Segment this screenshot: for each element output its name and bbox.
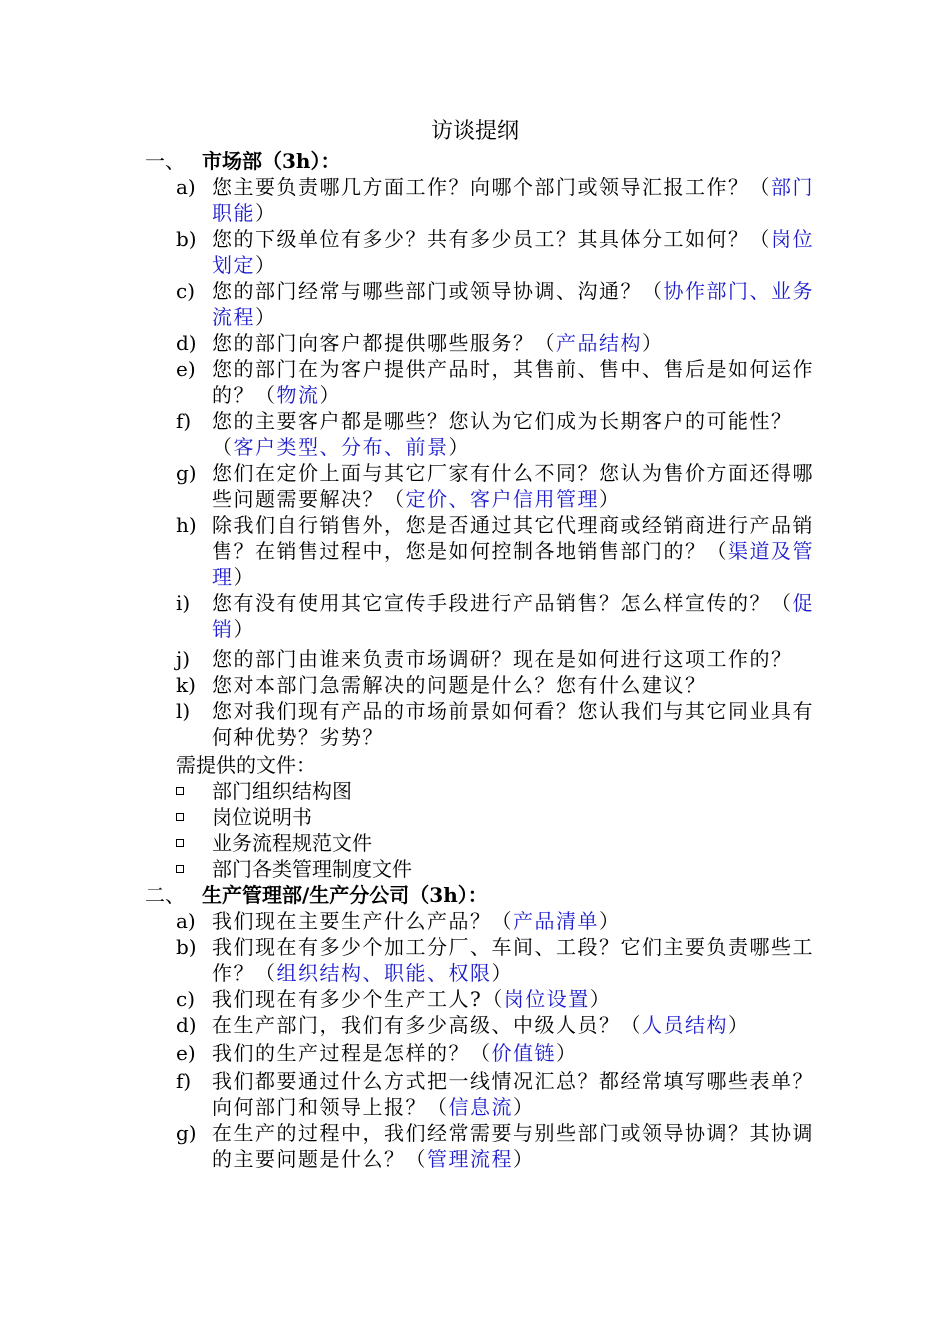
document-title: 访谈提纲 <box>430 119 519 144</box>
paren-open: （ <box>491 909 513 933</box>
paren-close: ） <box>319 383 341 407</box>
topic-tag: 岗位设置 <box>503 987 590 1011</box>
question-item <box>176 1068 826 1120</box>
question-text: 在生产的过程中，我们经常需要与别些部门或领导协调？其协调的主要问题是什么？ <box>212 1121 814 1171</box>
paren-close: ） <box>589 987 612 1011</box>
question-item <box>176 1012 826 1038</box>
item-label: h) <box>176 513 197 537</box>
topic-tag: 岗位划定 <box>212 227 814 277</box>
bullet-square-icon <box>176 839 184 847</box>
doc-list-item <box>176 778 352 804</box>
topic-tag: 产品清单 <box>513 909 599 933</box>
paren-close: ） <box>233 617 255 641</box>
topic-tag: 协作部门、业务流程 <box>212 279 814 329</box>
question-text: 您对我们现有产品的市场前景如何看？您认我们与其它同业具有何种优势？劣势？ <box>212 699 814 749</box>
question-item <box>176 356 826 408</box>
paren-close: ） <box>491 961 513 985</box>
question-item <box>176 174 826 226</box>
docs-required-label: 需提供的文件： <box>176 753 316 777</box>
question-item <box>176 512 826 590</box>
paren-close: ） <box>233 565 255 589</box>
question-item <box>176 226 826 278</box>
doc-list-item <box>176 830 372 856</box>
item-label: i) <box>176 591 191 615</box>
item-label: f) <box>176 409 192 433</box>
item-label: e) <box>176 357 196 381</box>
question-text: 您的部门由谁来负责市场调研？现在是如何进行这项工作的？ <box>212 647 793 671</box>
section-title: 市场部（3h）： <box>202 149 341 173</box>
bullet-square-icon <box>176 865 184 873</box>
question-text: 您主要负责哪几方面工作？向哪个部门或领导汇报工作？ <box>212 175 750 199</box>
section-2-heading <box>145 882 488 908</box>
item-label: b) <box>176 935 197 959</box>
doc-name: 部门组织结构图 <box>212 779 352 803</box>
question-text: 您的主要客户都是哪些？您认为它们成为长期客户的可能性？ <box>212 409 793 433</box>
question-text: 您的部门经常与哪些部门或领导协调、沟通？ <box>212 279 642 303</box>
doc-list-item <box>176 856 412 882</box>
question-text: 我们现在有多少个加工分厂、车间、工段？它们主要负责哪些工作？ <box>212 935 814 985</box>
paren-close: ） <box>556 1041 578 1065</box>
item-label: a) <box>176 909 196 933</box>
section-1-heading <box>145 148 340 174</box>
question-text: 您的部门在为客户提供产品时，其售前、售中、售后是如何运作的？ <box>212 357 814 407</box>
paren-close: ） <box>728 1013 750 1037</box>
paren-open: （ <box>620 1013 642 1037</box>
topic-tag: 客户类型、分布、前景 <box>233 435 449 459</box>
paren-close: ） <box>642 331 664 355</box>
doc-name: 业务流程规范文件 <box>212 831 372 855</box>
topic-tag: 价值链 <box>491 1041 556 1065</box>
question-item <box>176 460 826 512</box>
question-text: 您有没有使用其它宣传手段进行产品销售？怎么样宣传的？ <box>212 591 771 615</box>
question-item <box>176 908 826 934</box>
question-text: 我们的生产过程是怎样的？ <box>212 1041 470 1065</box>
paren-close: ） <box>513 1095 535 1119</box>
topic-tag: 定价、客户信用管理 <box>405 487 599 511</box>
topic-tag: 管理流程 <box>427 1147 513 1171</box>
item-label: d) <box>176 331 197 355</box>
paren-close: ） <box>255 201 277 225</box>
question-text: 您的部门向客户都提供哪些服务？ <box>212 331 535 355</box>
topic-tag: 促销 <box>212 591 814 641</box>
paren-open: （ <box>405 1147 427 1171</box>
paren-close: ） <box>599 909 621 933</box>
question-item <box>176 986 826 1012</box>
paren-open: （ <box>534 331 556 355</box>
paren-open: （ <box>482 987 504 1011</box>
paren-open: （ <box>771 591 793 615</box>
section-number: 二、 <box>145 883 185 907</box>
topic-tag: 物流 <box>276 383 320 407</box>
topic-tag: 人员结构 <box>642 1013 728 1037</box>
question-item <box>176 278 826 330</box>
item-label: k) <box>176 673 196 697</box>
question-item <box>176 1120 826 1172</box>
item-label: f) <box>176 1069 192 1093</box>
item-label: j) <box>176 647 191 671</box>
item-label: c) <box>176 279 196 303</box>
question-item <box>176 934 826 986</box>
paren-close: ） <box>513 1147 535 1171</box>
topic-tag: 产品结构 <box>556 331 642 355</box>
paren-open: （ <box>255 383 277 407</box>
doc-list-item <box>176 804 312 830</box>
item-label: c) <box>176 987 196 1011</box>
section-number: 一、 <box>145 149 185 173</box>
topic-tag: 组织结构、职能、权限 <box>276 961 492 985</box>
question-item <box>176 646 826 672</box>
paren-open: （ <box>384 487 406 511</box>
question-text: 我们现在有多少个生产工人? <box>212 987 483 1011</box>
topic-tag: 信息流 <box>448 1095 513 1119</box>
paren-open: （ <box>749 175 771 199</box>
item-label: g) <box>176 461 197 485</box>
paren-open: （ <box>427 1095 449 1119</box>
question-item <box>176 698 826 750</box>
paren-open: （ <box>255 961 277 985</box>
item-label: d) <box>176 1013 197 1037</box>
paren-close: ） <box>255 305 277 329</box>
question-text: 在生产部门，我们有多少高级、中级人员？ <box>212 1013 621 1037</box>
doc-name: 部门各类管理制度文件 <box>212 857 412 881</box>
item-label: e) <box>176 1041 196 1065</box>
item-label: l) <box>176 699 191 723</box>
topic-tag: 部门职能 <box>212 175 814 225</box>
question-text: 我们现在主要生产什么产品？ <box>212 909 492 933</box>
paren-close: ） <box>599 487 621 511</box>
question-item <box>176 408 826 460</box>
question-text: 除我们自行销售外，您是否通过其它代理商或经销商进行产品销售？在销售过程中，您是如何控制各地销售部门的？ <box>212 513 814 563</box>
paren-open: （ <box>749 227 771 251</box>
paren-close: ） <box>255 253 277 277</box>
question-item <box>176 1040 826 1066</box>
item-label: a) <box>176 175 196 199</box>
bullet-square-icon <box>176 813 184 821</box>
item-label: b) <box>176 227 197 251</box>
paren-open: （ <box>642 279 664 303</box>
doc-name: 岗位说明书 <box>212 805 312 829</box>
question-text: 您们在定价上面与其它厂家有什么不同？您认为售价方面还得哪些问题需要解决？ <box>212 461 814 511</box>
question-text: 您对本部门急需解决的问题是什么？您有什么建议？ <box>212 673 707 697</box>
paren-open: （ <box>470 1041 492 1065</box>
question-item <box>176 672 826 698</box>
question-item <box>176 330 826 356</box>
question-text: 我们都要通过什么方式把一线情况汇总？都经常填写哪些表单？向何部门和领导上报？ <box>212 1069 814 1119</box>
paren-open: （ <box>212 435 234 459</box>
bullet-square-icon <box>176 787 184 795</box>
question-item <box>176 590 826 642</box>
paren-close: ） <box>448 435 470 459</box>
paren-open: （ <box>706 539 728 563</box>
topic-tag: 渠道及管理 <box>212 539 814 589</box>
question-text: 您的下级单位有多少？共有多少员工？其具体分工如何？ <box>212 227 750 251</box>
section-title: 生产管理部/生产分公司（3h）： <box>202 883 488 907</box>
item-label: g) <box>176 1121 197 1145</box>
